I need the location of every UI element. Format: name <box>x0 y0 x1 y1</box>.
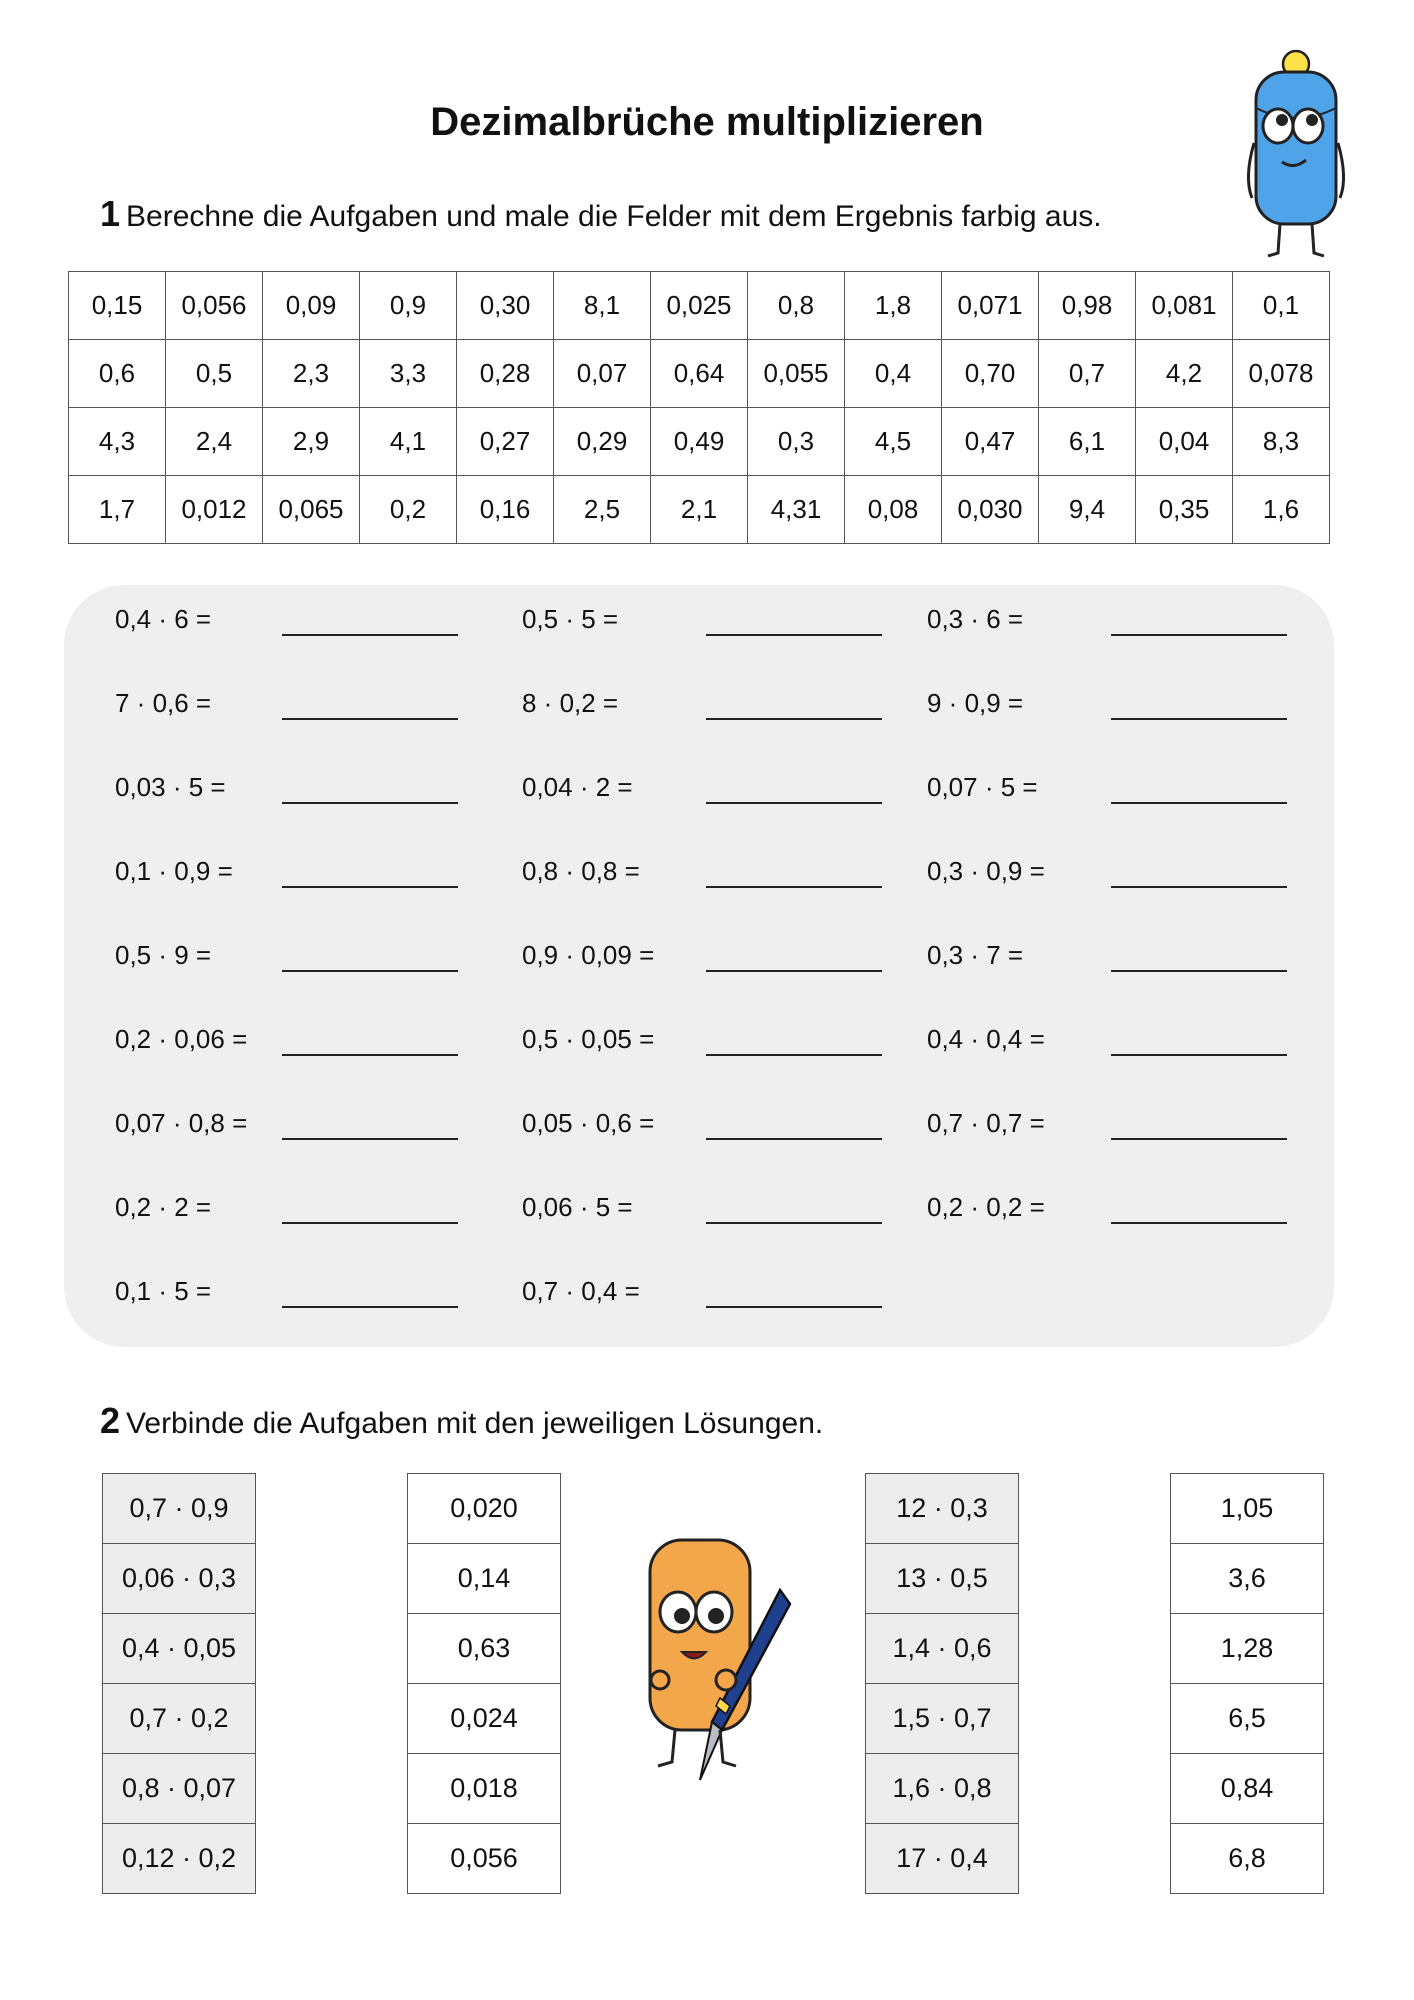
grid-row <box>69 272 1330 340</box>
grid-cell[interactable]: 2,4 <box>166 408 263 476</box>
grid-cell[interactable]: 0,012 <box>166 476 263 544</box>
grid-cell[interactable]: 0,49 <box>651 408 748 476</box>
match-problem-cell[interactable]: 1,6 · 0,8 <box>866 1754 1018 1824</box>
grid-cell[interactable]: 0,64 <box>651 340 748 408</box>
problem-text: 0,5 · 0,05 = <box>522 1024 655 1054</box>
grid-cell[interactable]: 0,055 <box>748 340 845 408</box>
answer-line[interactable] <box>1111 886 1287 888</box>
task-1-text: Berechne die Aufgaben und male die Felder mit dem Ergebnis farbig aus. <box>126 200 1102 233</box>
grid-cell[interactable]: 4,31 <box>748 476 845 544</box>
grid-cell[interactable]: 0,7 <box>1039 340 1136 408</box>
problem-text: 0,05 · 0,6 = <box>522 1108 655 1138</box>
task-2-number: 2 <box>100 1400 121 1441</box>
match-solution-cell[interactable]: 3,6 <box>1171 1544 1323 1614</box>
match-solution-cell[interactable]: 1,05 <box>1171 1474 1323 1544</box>
grid-cell[interactable]: 0,15 <box>69 272 166 340</box>
match-solution-cell[interactable]: 0,018 <box>408 1754 560 1824</box>
grid-cell[interactable]: 0,27 <box>457 408 554 476</box>
grid-cell[interactable]: 0,09 <box>263 272 360 340</box>
grid-cell[interactable]: 0,030 <box>942 476 1039 544</box>
problem-text: 0,8 · 0,8 = <box>522 856 640 886</box>
grid-cell[interactable]: 0,1 <box>1233 272 1330 340</box>
problem-text: 0,9 · 0,09 = <box>522 940 655 970</box>
result-grid <box>68 271 1330 544</box>
answer-line[interactable] <box>706 1138 882 1140</box>
grid-cell[interactable]: 3,3 <box>360 340 457 408</box>
grid-row <box>69 408 1330 476</box>
match-column-solutions-b <box>1170 1473 1324 1894</box>
task-2-text: Verbinde die Aufgaben mit den jeweiligen Lösungen. <box>126 1407 824 1440</box>
grid-cell[interactable]: 0,6 <box>69 340 166 408</box>
match-problem-cell[interactable]: 17 · 0,4 <box>866 1824 1018 1894</box>
problem-text: 0,07 · 0,8 = <box>115 1108 248 1138</box>
match-solution-cell[interactable]: 6,8 <box>1171 1824 1323 1894</box>
grid-cell[interactable]: 0,5 <box>166 340 263 408</box>
answer-line[interactable] <box>282 1222 458 1224</box>
problem-text: 8 · 0,2 = <box>522 688 619 718</box>
answer-line[interactable] <box>706 970 882 972</box>
answer-line[interactable] <box>706 886 882 888</box>
grid-cell[interactable]: 0,28 <box>457 340 554 408</box>
match-solution-cell[interactable]: 6,5 <box>1171 1684 1323 1754</box>
grid-cell[interactable]: 0,47 <box>942 408 1039 476</box>
match-problem-cell[interactable]: 0,8 · 0,07 <box>103 1754 255 1824</box>
match-solution-cell[interactable]: 0,056 <box>408 1824 560 1894</box>
answer-line[interactable] <box>1111 718 1287 720</box>
answer-line[interactable] <box>706 1222 882 1224</box>
task-2-instruction <box>100 1400 823 1442</box>
match-problem-cell[interactable]: 0,7 · 0,9 <box>103 1474 255 1544</box>
match-problem-cell[interactable]: 0,7 · 0,2 <box>103 1684 255 1754</box>
answer-line[interactable] <box>706 802 882 804</box>
answer-line[interactable] <box>282 886 458 888</box>
problem-text: 0,5 · 9 = <box>115 940 212 970</box>
grid-cell[interactable]: 0,081 <box>1136 272 1233 340</box>
problem-text: 0,2 · 0,06 = <box>115 1024 248 1054</box>
grid-cell[interactable]: 0,4 <box>845 340 942 408</box>
blue-mascot-illustration <box>1240 48 1350 263</box>
answer-line[interactable] <box>282 1306 458 1308</box>
match-column-solutions-a <box>407 1473 561 1894</box>
grid-cell[interactable]: 0,16 <box>457 476 554 544</box>
problem-text: 0,4 · 0,4 = <box>927 1024 1045 1054</box>
problem-text: 9 · 0,9 = <box>927 688 1024 718</box>
match-solution-cell[interactable]: 0,024 <box>408 1684 560 1754</box>
problem-text: 0,2 · 0,2 = <box>927 1192 1045 1222</box>
match-column-problems-a <box>102 1473 256 1894</box>
grid-cell[interactable]: 0,29 <box>554 408 651 476</box>
match-problem-cell[interactable]: 0,06 · 0,3 <box>103 1544 255 1614</box>
grid-cell[interactable]: 4,2 <box>1136 340 1233 408</box>
grid-cell[interactable]: 0,70 <box>942 340 1039 408</box>
match-solution-cell[interactable]: 0,020 <box>408 1474 560 1544</box>
grid-cell[interactable]: 0,065 <box>263 476 360 544</box>
grid-cell[interactable]: 4,1 <box>360 408 457 476</box>
problem-text: 0,7 · 0,4 = <box>522 1276 640 1306</box>
answer-line[interactable] <box>706 718 882 720</box>
problem-text: 0,3 · 6 = <box>927 604 1024 634</box>
match-solution-cell[interactable]: 0,84 <box>1171 1754 1323 1824</box>
problems-panel <box>64 585 1334 1347</box>
problem-text: 0,07 · 5 = <box>927 772 1038 802</box>
match-solution-cell[interactable]: 0,63 <box>408 1614 560 1684</box>
grid-cell[interactable]: 0,07 <box>554 340 651 408</box>
problem-text: 0,03 · 5 = <box>115 772 226 802</box>
grid-row <box>69 476 1330 544</box>
problem-text: 0,2 · 2 = <box>115 1192 212 1222</box>
problem-text: 0,7 · 0,7 = <box>927 1108 1045 1138</box>
problem-text: 0,5 · 5 = <box>522 604 619 634</box>
grid-cell[interactable]: 4,5 <box>845 408 942 476</box>
match-problem-cell[interactable]: 12 · 0,3 <box>866 1474 1018 1544</box>
grid-cell[interactable]: 0,04 <box>1136 408 1233 476</box>
match-problem-cell[interactable]: 1,4 · 0,6 <box>866 1614 1018 1684</box>
orange-mascot-illustration <box>630 1530 800 1800</box>
answer-line[interactable] <box>282 634 458 636</box>
grid-cell[interactable]: 0,2 <box>360 476 457 544</box>
answer-line[interactable] <box>706 1054 882 1056</box>
answer-line[interactable] <box>706 1306 882 1308</box>
grid-cell[interactable]: 8,3 <box>1233 408 1330 476</box>
page-title: Dezimalbrüche multiplizieren <box>430 100 984 144</box>
grid-cell[interactable]: 1,8 <box>845 272 942 340</box>
answer-line[interactable] <box>1111 970 1287 972</box>
answer-line[interactable] <box>282 802 458 804</box>
answer-line[interactable] <box>282 718 458 720</box>
answer-line[interactable] <box>706 634 882 636</box>
grid-cell[interactable]: 0,08 <box>845 476 942 544</box>
answer-line[interactable] <box>282 970 458 972</box>
grid-cell[interactable]: 6,1 <box>1039 408 1136 476</box>
grid-cell[interactable]: 0,056 <box>166 272 263 340</box>
answer-line[interactable] <box>282 1138 458 1140</box>
grid-cell[interactable]: 0,8 <box>748 272 845 340</box>
grid-cell[interactable]: 1,7 <box>69 476 166 544</box>
match-problem-cell[interactable]: 13 · 0,5 <box>866 1544 1018 1614</box>
answer-line[interactable] <box>1111 634 1287 636</box>
grid-cell[interactable]: 0,30 <box>457 272 554 340</box>
grid-cell[interactable]: 0,071 <box>942 272 1039 340</box>
match-problem-cell[interactable]: 1,5 · 0,7 <box>866 1684 1018 1754</box>
answer-line[interactable] <box>1111 1138 1287 1140</box>
grid-cell[interactable]: 8,1 <box>554 272 651 340</box>
task-1-number: 1 <box>100 193 121 234</box>
grid-cell[interactable]: 9,4 <box>1039 476 1136 544</box>
problem-text: 0,04 · 2 = <box>522 772 633 802</box>
grid-cell[interactable]: 0,35 <box>1136 476 1233 544</box>
problem-text: 0,1 · 5 = <box>115 1276 212 1306</box>
problem-text: 0,3 · 0,9 = <box>927 856 1045 886</box>
grid-cell[interactable]: 2,1 <box>651 476 748 544</box>
match-solution-cell[interactable]: 1,28 <box>1171 1614 1323 1684</box>
answer-line[interactable] <box>282 1054 458 1056</box>
problem-text: 0,1 · 0,9 = <box>115 856 233 886</box>
grid-cell[interactable]: 1,6 <box>1233 476 1330 544</box>
grid-cell[interactable]: 0,9 <box>360 272 457 340</box>
problem-text: 0,3 · 7 = <box>927 940 1024 970</box>
grid-cell[interactable]: 2,5 <box>554 476 651 544</box>
task-1-instruction <box>100 193 1102 235</box>
grid-cell[interactable]: 2,3 <box>263 340 360 408</box>
grid-cell[interactable]: 4,3 <box>69 408 166 476</box>
problem-text: 0,4 · 6 = <box>115 604 212 634</box>
match-solution-cell[interactable]: 0,14 <box>408 1544 560 1614</box>
grid-row <box>69 340 1330 408</box>
problem-text: 7 · 0,6 = <box>115 688 212 718</box>
grid-cell[interactable]: 0,025 <box>651 272 748 340</box>
grid-cell[interactable]: 0,078 <box>1233 340 1330 408</box>
match-column-problems-b <box>865 1473 1019 1894</box>
answer-line[interactable] <box>1111 1054 1287 1056</box>
answer-line[interactable] <box>1111 802 1287 804</box>
grid-cell[interactable]: 0,98 <box>1039 272 1136 340</box>
answer-line[interactable] <box>1111 1222 1287 1224</box>
match-problem-cell[interactable]: 0,12 · 0,2 <box>103 1824 255 1894</box>
grid-cell[interactable]: 2,9 <box>263 408 360 476</box>
problem-text: 0,06 · 5 = <box>522 1192 633 1222</box>
grid-cell[interactable]: 0,3 <box>748 408 845 476</box>
match-problem-cell[interactable]: 0,4 · 0,05 <box>103 1614 255 1684</box>
